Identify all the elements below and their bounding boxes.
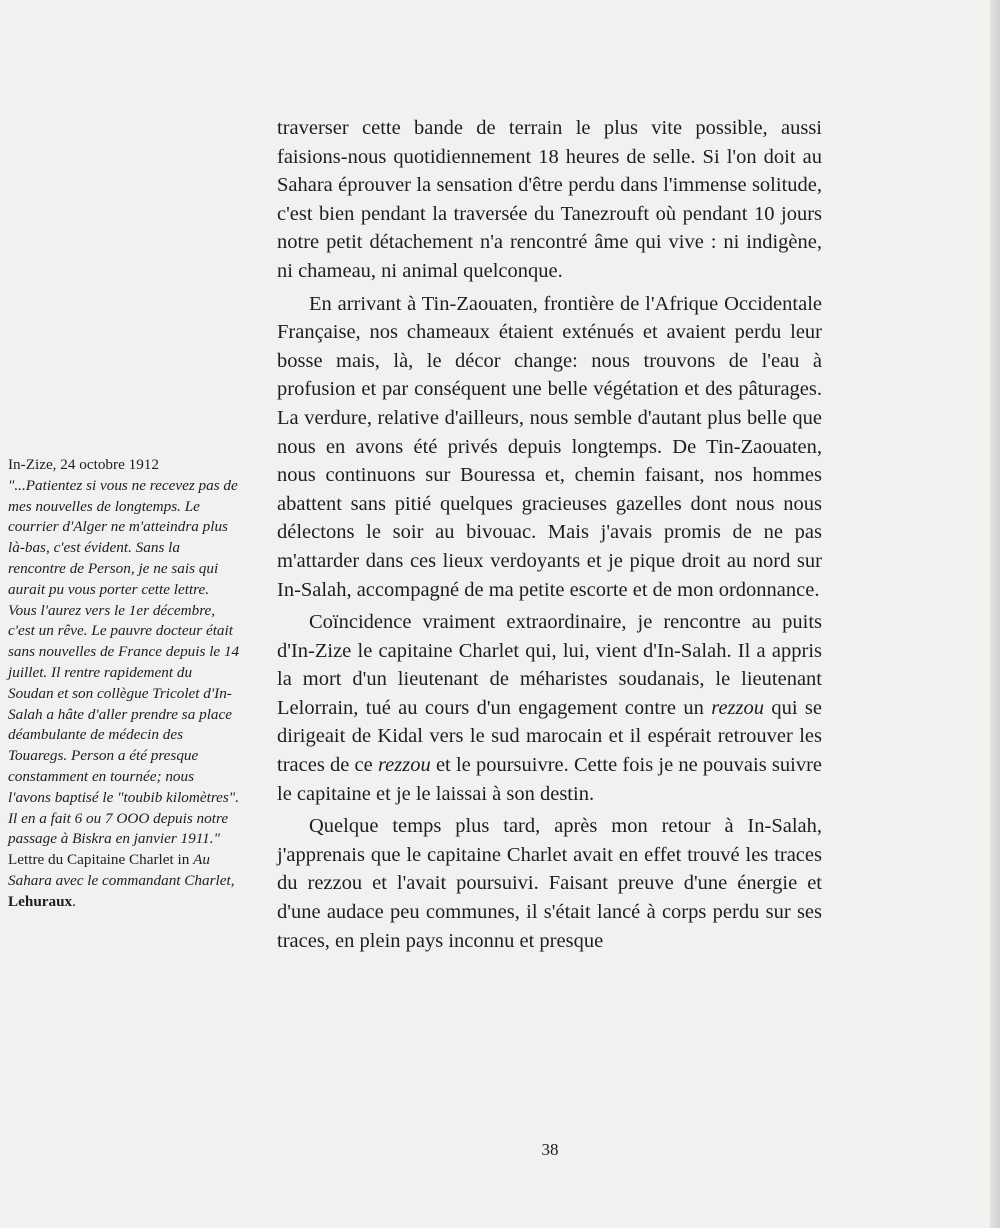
source-title: Au Sahara avec le commandant Charlet [8,851,231,889]
paragraph-3-part-a: Coïncidence vraiment extraordinaire, je rencontre au puits d'In-Zize le capitaine Charlet qui, lui, vient d'In-Salah. Il a appris la mort d'un lieutenant de méharistes soudanais, le lieutenant Lelorrain, tué au cours d'un engagement contre un [277,611,822,719]
main-text [277,114,822,959]
source-prefix: Lettre du Capitaine Charlet in [8,851,194,869]
margin-note-quote: "...Patientez si vous ne recevez pas de mes nouvelles de longtemps. Le courrier d'Alger ne m'atteindra plus là-bas, c'est évident. Sans la rencontre de Person, je ne sais qui aurait pu vous porter cette lettre. Vous l'aurez vers le 1er décembre, c'est un rêve. Le pauvre docteur était sans nouvelles de France depuis le 14 juillet. Il rentre rapidement du Soudan et son collègue Tricolet d'In-Salah a hâte d'aller prendre sa place déambulante de médecin des Touaregs. Person a été presque constamment en tournée; nous l'avons baptisé le "toubib kilomètres". Il en a fait 6 ou 7 OOO depuis notre passage à Biskra en janvier 1911." [8,476,240,848]
margin-note [8,455,240,913]
paragraph-1: traverser cette bande de terrain le plus vite possible, aussi faisions-nous quotidiennement 18 heures de selle. Si l'on doit au Sahara éprouver la sensation d'être perdu dans l'immense solitude, c'est bien pendant la traversée du Tanezrouft où pendant 10 jours notre petit détachement n'a rencontré âme qui vive : ni indigène, ni chameau, ni animal quelconque. [277,117,822,282]
margin-note-source [8,850,240,912]
paragraph-3-part-b: qui se dirigeait de Kidal vers le sud marocain et il espérait retrouver les traces de ce [277,696,822,777]
paragraph-2: En arrivant à Tin-Zaouaten, frontière de l'Afrique Occidentale Française, nos chameaux étaient exténués et avaient perdu leur bosse mais, là, le décor change: nous trouvons de l'eau à profusion et par conséquent une belle végétation et des pâturages. La verdure, relative d'ailleurs, nous semble d'autant plus belle que nous en avons été privés depuis longtemps. De Tin-Zaouaten, nous continuons sur Bouressa et, chemin faisant, nos hommes abattent sans pitié quelques gracieuses gazelles dont nous nous délectons le soir au bivouac. Mais j'avais promis de ne pas m'attarder dans ces lieux verdoyants et je pique droit au nord sur In-Salah, accompagné de ma petite escorte et de mon ordonnance. [277,292,822,601]
italic-rezzou-1: rezzou [711,696,765,719]
source-publisher: Lehuraux [8,892,73,910]
paragraph-4: Quelque temps plus tard, après mon retour à In-Salah, j'apprenais que le capitaine Charlet avait en effet trouvé les traces du rezzou et l'avait poursuivi. Faisant preuve d'une énergie et d'une audace peu communes, il s'était lancé à corps perdu sur ses traces, en plein pays inconnu et presque [277,815,822,952]
italic-rezzou-2: rezzou [377,754,431,777]
margin-note-heading: In-Zize, 24 octobre 1912 [8,456,159,473]
paragraph-3 [277,608,822,808]
paragraph-3-part-c: et le poursuivre. Cette fois je ne pouvais suivre le capitaine et je le laissai à son destin. [277,754,823,805]
page-edge-shadow [990,0,1000,1228]
source-separator: , [230,871,235,889]
page-number: 38 [541,1140,559,1159]
source-end: . [72,892,76,910]
